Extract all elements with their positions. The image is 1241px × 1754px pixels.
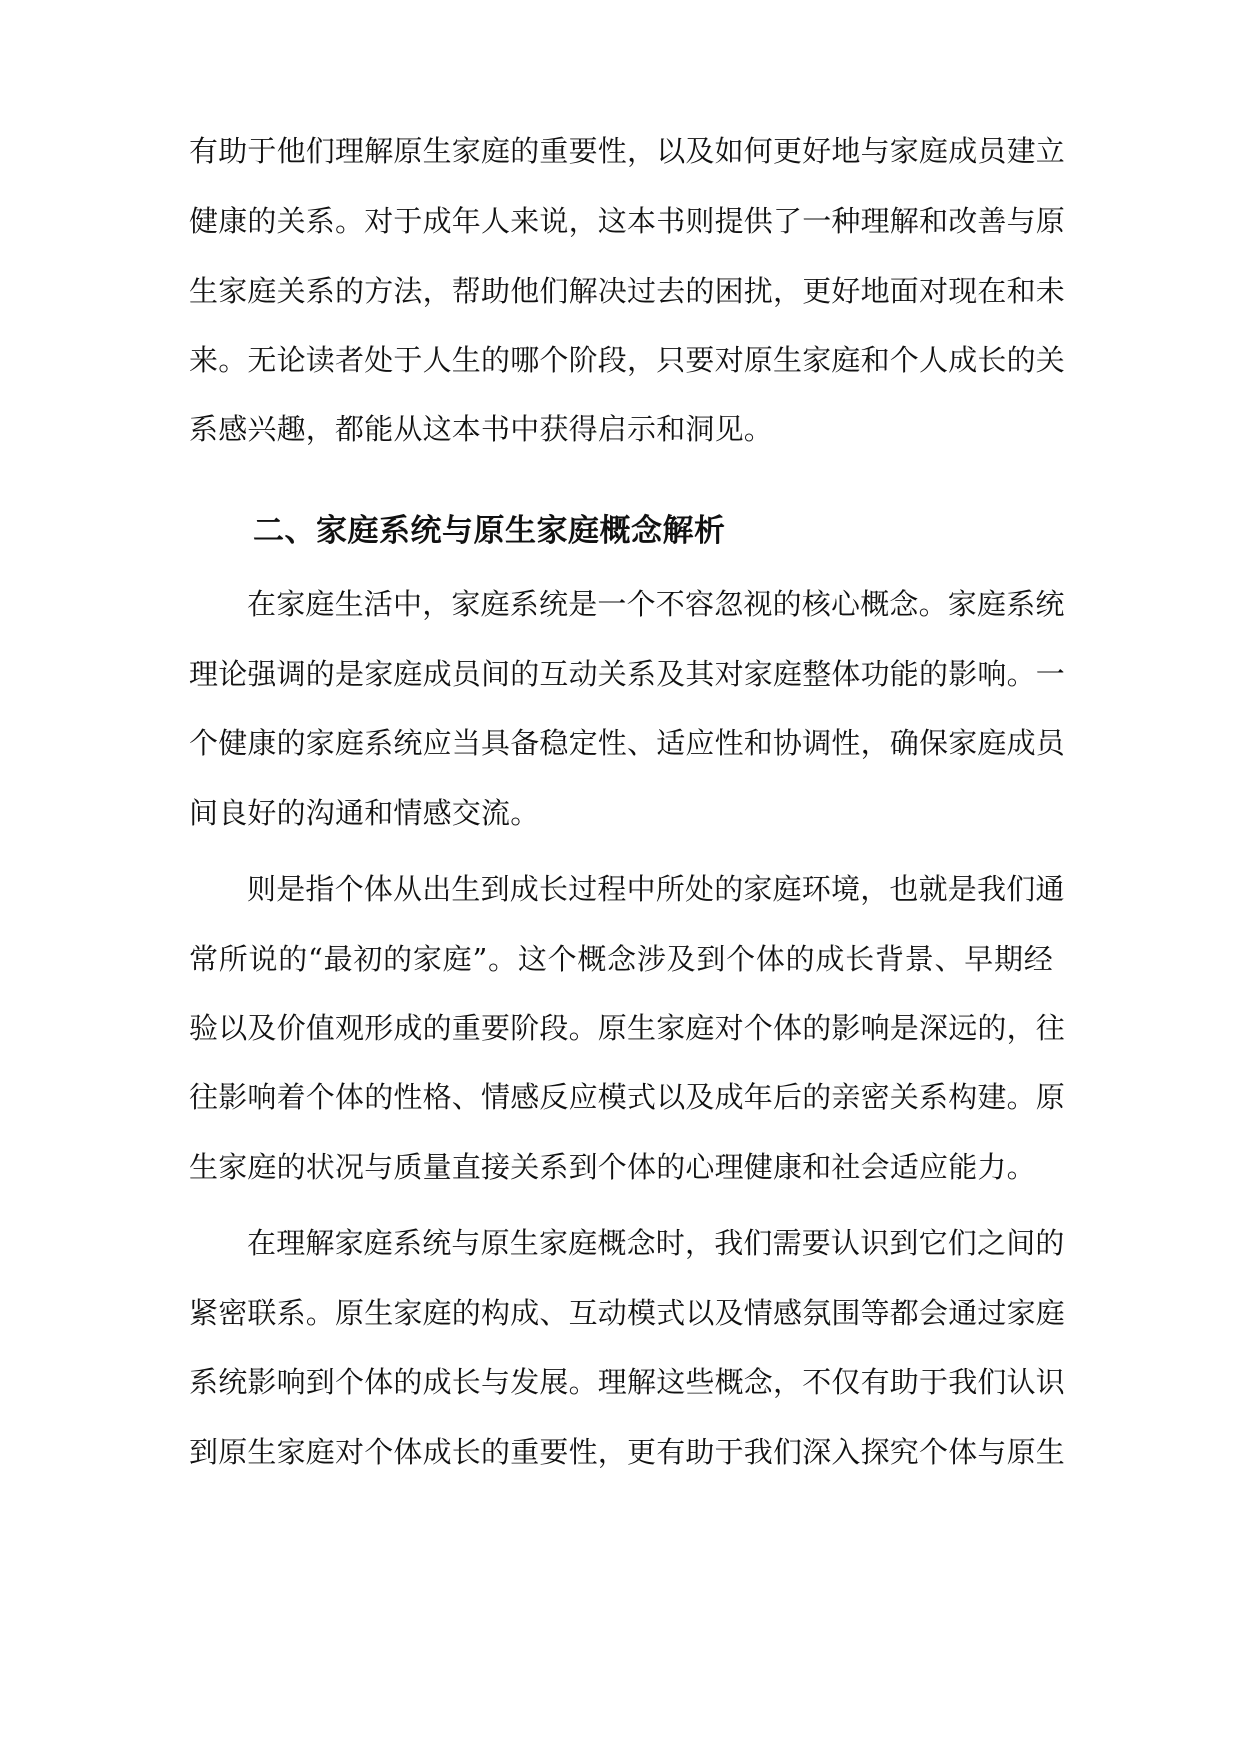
paragraph-line: 常所说的“最初的家庭”。这个概念涉及到个体的成长背景、早期经 [189,942,1053,976]
section-heading: 二、家庭系统与原生家庭概念解析 [253,513,726,549]
paragraph-line: 往影响着个体的性格、情感反应模式以及成年后的亲密关系构建。原 [189,1080,1066,1114]
paragraph-line: 系统影响到个体的成长与发展。理解这些概念，不仅有助于我们认识 [189,1365,1066,1399]
paragraph-line: 生家庭关系的方法，帮助他们解决过去的困扰，更好地面对现在和未 [189,274,1066,308]
paragraph-line: 有助于他们理解原生家庭的重要性，以及如何更好地与家庭成员建立 [189,134,1066,168]
paragraph-line: 在理解家庭系统与原生家庭概念时，我们需要认识到它们之间的 [247,1226,1065,1260]
paragraph-line: 紧密联系。原生家庭的构成、互动模式以及情感氛围等都会通过家庭 [189,1296,1066,1330]
paragraph-line: 间良好的沟通和情感交流。 [189,796,540,830]
paragraph-line: 到原生家庭对个体成长的重要性，更有助于我们深入探究个体与原生 [189,1435,1066,1469]
paragraph-line: 生家庭的状况与质量直接关系到个体的心理健康和社会适应能力。 [189,1150,1036,1184]
paragraph-line: 来。无论读者处于人生的哪个阶段，只要对原生家庭和个人成长的关 [189,343,1066,377]
paragraph-line: 系感兴趣，都能从这本书中获得启示和洞见。 [189,412,774,446]
paragraph-line: 健康的关系。对于成年人来说，这本书则提供了一种理解和改善与原 [189,204,1066,238]
paragraph-line: 个健康的家庭系统应当具备稳定性、适应性和协调性，确保家庭成员 [189,726,1066,760]
paragraph-line: 理论强调的是家庭成员间的互动关系及其对家庭整体功能的影响。一 [189,657,1066,691]
paragraph-line: 验以及价值观形成的重要阶段。原生家庭对个体的影响是深远的，往 [189,1011,1066,1045]
paragraph-line: 在家庭生活中，家庭系统是一个不容忽视的核心概念。家庭系统 [247,587,1065,621]
paragraph-line: 则是指个体从出生到成长过程中所处的家庭环境，也就是我们通 [247,872,1065,906]
